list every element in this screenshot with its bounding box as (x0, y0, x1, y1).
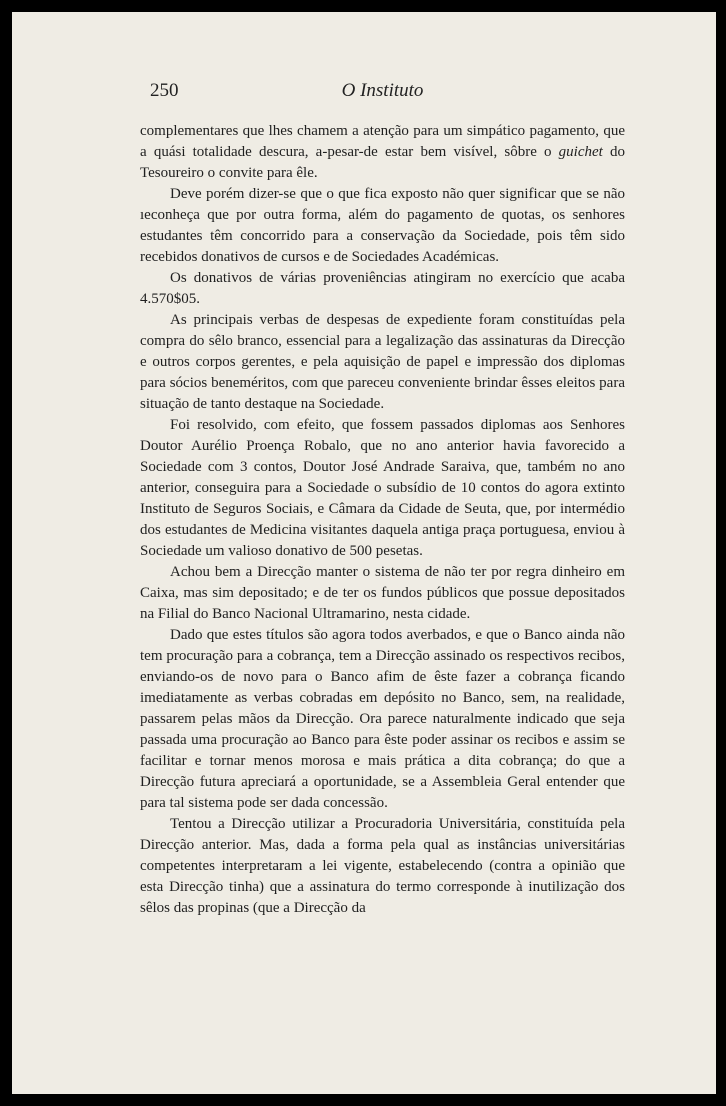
text-run: Tentou a Direcção utilizar a Procuradoria Universitária, constituída pela Direcção anterior. Mas, dada a forma pela qual as instâncias universitárias competentes interpretaram a lei vigente, estabelecendo (contra a opinião que esta Direcção tinha) que a assinatura do termo corresponde à inutilização dos sêlos das propinas (que a Direcção da (140, 816, 625, 916)
paragraph (140, 121, 625, 184)
running-title: O Instituto (341, 80, 424, 101)
text-run: complementares que lhes chamem a atenção para um simpático pagamento, que a quási totalidade descura, a-pesar-de estar bem visível, sôbre o (140, 123, 625, 160)
text-run: do Tesoureiro o convite para êle. (140, 144, 625, 181)
paragraph (140, 562, 625, 625)
paragraph (140, 310, 625, 415)
text-run: Deve porém dizer-se que o que fica exposto não quer significar que se não ıeconheça que por outra forma, além do pagamento de quotas, os senhores estudantes têm concorrido para a conservação da Sociedade, pois têm sido recebidos donativos de cursos e de Sociedades Académicas. (140, 186, 625, 265)
text-run: Achou bem a Direcção manter o sistema de não ter por regra dinheiro em Caixa, mas sim depositado; e de ter os fundos públicos que possue depositados na Filial do Banco Nacional Ultramarino, nesta cidade. (140, 564, 625, 622)
paragraph (140, 415, 625, 562)
text-run: Os donativos de várias proveniências atingiram no exercício que acaba 4.570$05. (140, 270, 625, 307)
paragraph (140, 625, 625, 814)
text-run: As principais verbas de despesas de expediente foram constituídas pela compra do sêlo branco, essencial para a legalização das assinaturas da Direcção e outros corpos gerentes, e pela aquisição de papel e impressão dos diplomas para sócios beneméritos, com que pareceu conveniente brindar êsses eleitos para situação de tanto destaque na Sociedade. (140, 312, 625, 412)
paragraph (140, 814, 625, 919)
paragraph (140, 268, 625, 310)
body-text (140, 121, 625, 919)
text-run: Foi resolvido, com efeito, que fossem passados diplomas aos Senhores Doutor Aurélio Proença Robalo, que no ano anterior havia favorecido a Sociedade com 3 contos, Doutor José Andrade Saraiva, que, também no ano anterior, conseguira para a Sociedade o subsídio de 10 contos do agora extinto Instituto de Seguros Sociais, e Câmara da Cidade de Seuta, que, por intermédio dos estudantes de Medicina visitantes daquela antiga praça portuguesa, enviou à Sociedade um valioso donativo de 500 pesetas. (140, 417, 625, 559)
text-run-italic: guichet (558, 144, 603, 160)
text-run: Dado que estes títulos são agora todos averbados, e que o Banco ainda não tem procuração para a cobrança, tem a Direcção assinado os respectivos recibos, enviando-os de novo para o Banco afim de êste fazer a cobrança ficando imediatamente as verbas cobradas em depósito no Banco, sem, na realidade, passarem pelas mãos da Direcção. Ora parece naturalmente indicado que seja passada uma procuração ao Banco para êste poder assinar os recibos e assim se facilitar e tornar menos morosa e mais prática a dita cobrança; do que a Direcção futura apreciará a oportunidade, se a Assembleia Geral entender que para tal sistema pode ser dada concessão. (140, 627, 625, 811)
page-number: 250 (150, 80, 179, 101)
page-header (140, 80, 625, 106)
paragraph (140, 184, 625, 268)
